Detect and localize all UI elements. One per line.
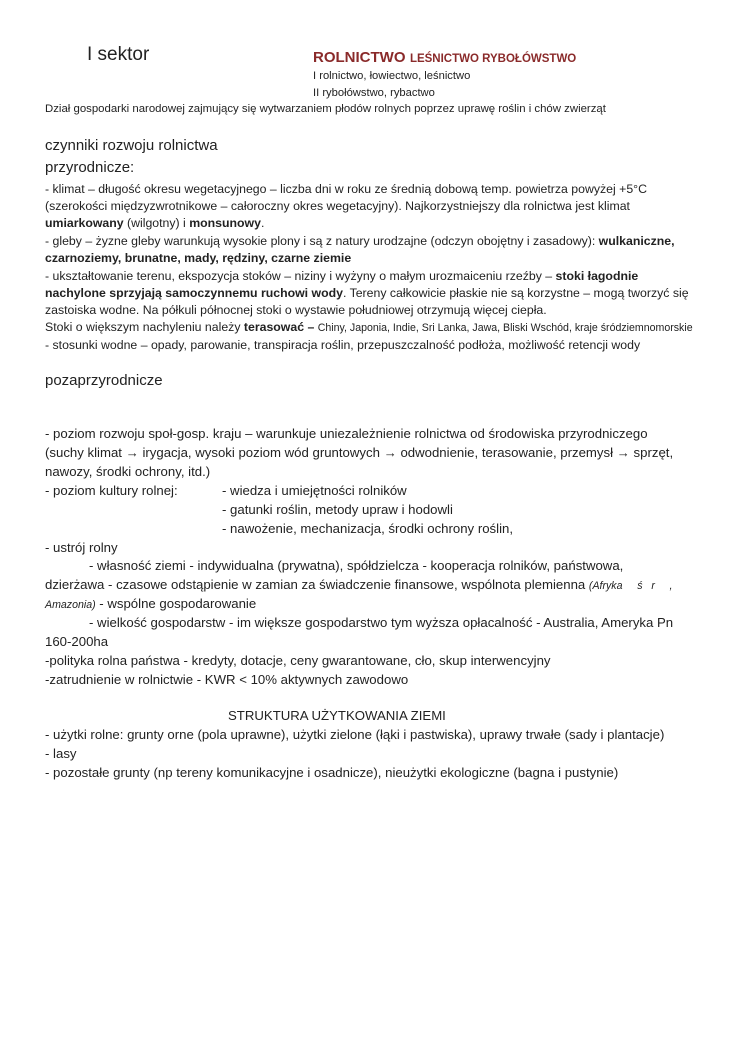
page-title-rest: LEŚNICTWO RYBOŁÓWSTWO bbox=[409, 53, 577, 65]
teren-line-2 bbox=[45, 285, 689, 301]
kultura-item-3: - nawożenie, mechanizacja, środki ochrony roślin, bbox=[222, 521, 513, 536]
wlasnosc-amazonia: Amazonia) bbox=[45, 599, 96, 611]
kultura-item-1: - wiedza i umiejętności rolników bbox=[222, 483, 407, 498]
kultura-item-2: - gatunki roślin, metody upraw i hodowli bbox=[222, 502, 453, 517]
stoki-line bbox=[45, 319, 693, 336]
teren-nachylone: nachylone sprzyjają samoczynnemu ruchowi wody bbox=[45, 286, 343, 300]
page-title bbox=[313, 49, 576, 68]
klimat-umiarkowany: umiarkowany bbox=[45, 216, 124, 230]
structure-item-3: - pozostałe grunty (np tereny komunikacyjne i osadnicze), nieużytki ekologiczne (bagna i pustynie) bbox=[45, 765, 619, 780]
gleby-wulkaniczne: wulkaniczne, bbox=[598, 234, 675, 248]
subtitle-1: I rolnictwo, łowiectwo, leśnictwo bbox=[313, 70, 471, 82]
stoki-text: Stoki o większym nachyleniu należy bbox=[45, 320, 244, 334]
polityka-rolna: -polityka rolna państwa - kredyty, dotacje, ceny gwarantowane, cło, skup interwencyjny bbox=[45, 653, 551, 668]
stoki-terasowac: terasować – bbox=[243, 320, 318, 334]
gleby-label: - gleby – bbox=[45, 234, 96, 248]
wlasnosc-wspolne: - wspólne gospodarowanie bbox=[95, 596, 257, 611]
zatrudnienie: -zatrudnienie w rolnictwie - KWR < 10% aktywnych zawodowo bbox=[45, 672, 409, 687]
stosunki-wodne: - stosunki wodne – opady, parowanie, transpiracja roślin, przepuszczalność podłoża, możliwość retencji wody bbox=[45, 338, 641, 352]
non-natural-heading: pozaprzyrodnicze bbox=[45, 372, 163, 389]
poziom-line-3: nawozy, środki ochrony, itd.) bbox=[45, 464, 211, 479]
wlasnosc-line-1: - własność ziemi - indywidualna (prywatna), spółdzielcza - kooperacja rolników, państwowa, bbox=[89, 558, 624, 573]
klimat-dot: . bbox=[260, 216, 265, 230]
subtitle-2: II rybołówstwo, rybactwo bbox=[313, 87, 435, 99]
wlasnosc-dzierzawa: dzierżawa - czasowe odstąpienie w zamian za świadczenie finansowe, wspólnota plemienna bbox=[45, 577, 589, 592]
poziom-line-1: - poziom rozwoju społ-gosp. kraju – warunkuje uniezależnienie rolnictwa od środowiska przyrodniczego bbox=[45, 426, 648, 441]
klimat-line-1: - klimat – długość okresu wegetacyjnego – liczba dni w roku ze średnią dobową temp. powietrza powyżej +5°C bbox=[45, 182, 647, 196]
klimat-monsunowy: monsunowy bbox=[189, 216, 261, 230]
structure-item-1: - użytki rolne: grunty orne (pola uprawne), użytki zielone (łąki i pastwiska), uprawy trwałe (sady i plantacje) bbox=[45, 727, 665, 742]
structure-heading: STRUKTURA UŻYTKOWANIA ZIEMI bbox=[228, 708, 446, 723]
wlasnosc-line-2 bbox=[45, 576, 673, 595]
wlasnosc-afryka: (Afryka ś r , bbox=[588, 580, 673, 592]
klimat-line-2: (szerokości międzyzwrotnikowe – całoroczny okres wegetacyjny). Najkorzystniejszy dla rolnictwa jest klimat bbox=[45, 199, 630, 213]
wielkosc-line-2: 160-200ha bbox=[45, 634, 109, 649]
stoki-countries: Chiny, Japonia, Indie, Sri Lanka, Jawa, Bliski Wschód, kraje śródziemnomorskie bbox=[317, 322, 693, 334]
sector-title: I sektor bbox=[87, 44, 150, 65]
section-heading-factors: czynniki rozwoju rolnictwa bbox=[45, 137, 218, 154]
page-title-main: ROLNICTWO bbox=[313, 49, 406, 66]
teren-stoki: stoki łagodnie bbox=[555, 269, 639, 283]
teren-line-1 bbox=[45, 268, 638, 284]
gleby-types: czarnoziemy, brunatne, mady, rędziny, czarne ziemie bbox=[45, 251, 352, 265]
teren-label: - ukształtowanie terenu, ekspozycja stoków – bbox=[45, 269, 295, 283]
wielkosc-line-1: - wielkość gospodarstw - im większe gospodarstwo tym wyższa opłacalność - Australia, Ameryka Pn bbox=[89, 615, 674, 630]
definition: Dział gospodarki narodowej zajmujący się wytwarzaniem płodów rolnych poprzez uprawę roślin i chów zwierząt bbox=[45, 103, 606, 115]
structure-item-2: - lasy bbox=[45, 746, 77, 761]
teren-plaskie: . Tereny całkowicie płaskie nie są korzystne – mogą tworzyć się bbox=[342, 286, 689, 300]
klimat-wilgotny: (wilgotny) i bbox=[123, 216, 190, 230]
wlasnosc-line-3 bbox=[45, 595, 256, 614]
gleby-line-1 bbox=[45, 233, 675, 249]
teren-line-3: zastoiska wodne. Na półkuli północnej stoki o wystawie południowej otrzymują więcej ciepła. bbox=[45, 303, 547, 317]
teren-niziny: niziny i wyżyny o małym urozmaiceniu rzeźby – bbox=[294, 269, 556, 283]
klimat-line-3 bbox=[45, 215, 264, 231]
gleby-line-2 bbox=[45, 250, 351, 266]
ustroj-rolny: - ustrój rolny bbox=[45, 540, 118, 555]
gleby-text: żyzne gleby warunkują wysokie plony i są z natury urodzajne (odczyn obojętny i zasadowy): bbox=[95, 234, 599, 248]
natural-heading: przyrodnicze: bbox=[45, 159, 135, 176]
kultura-label: - poziom kultury rolnej: bbox=[45, 483, 178, 498]
poziom-line-2: (suchy klimat → irygacja, wysoki poziom wód gruntowych → odwodnienie, terasowanie, przemysł → sprzęt, bbox=[45, 445, 674, 460]
